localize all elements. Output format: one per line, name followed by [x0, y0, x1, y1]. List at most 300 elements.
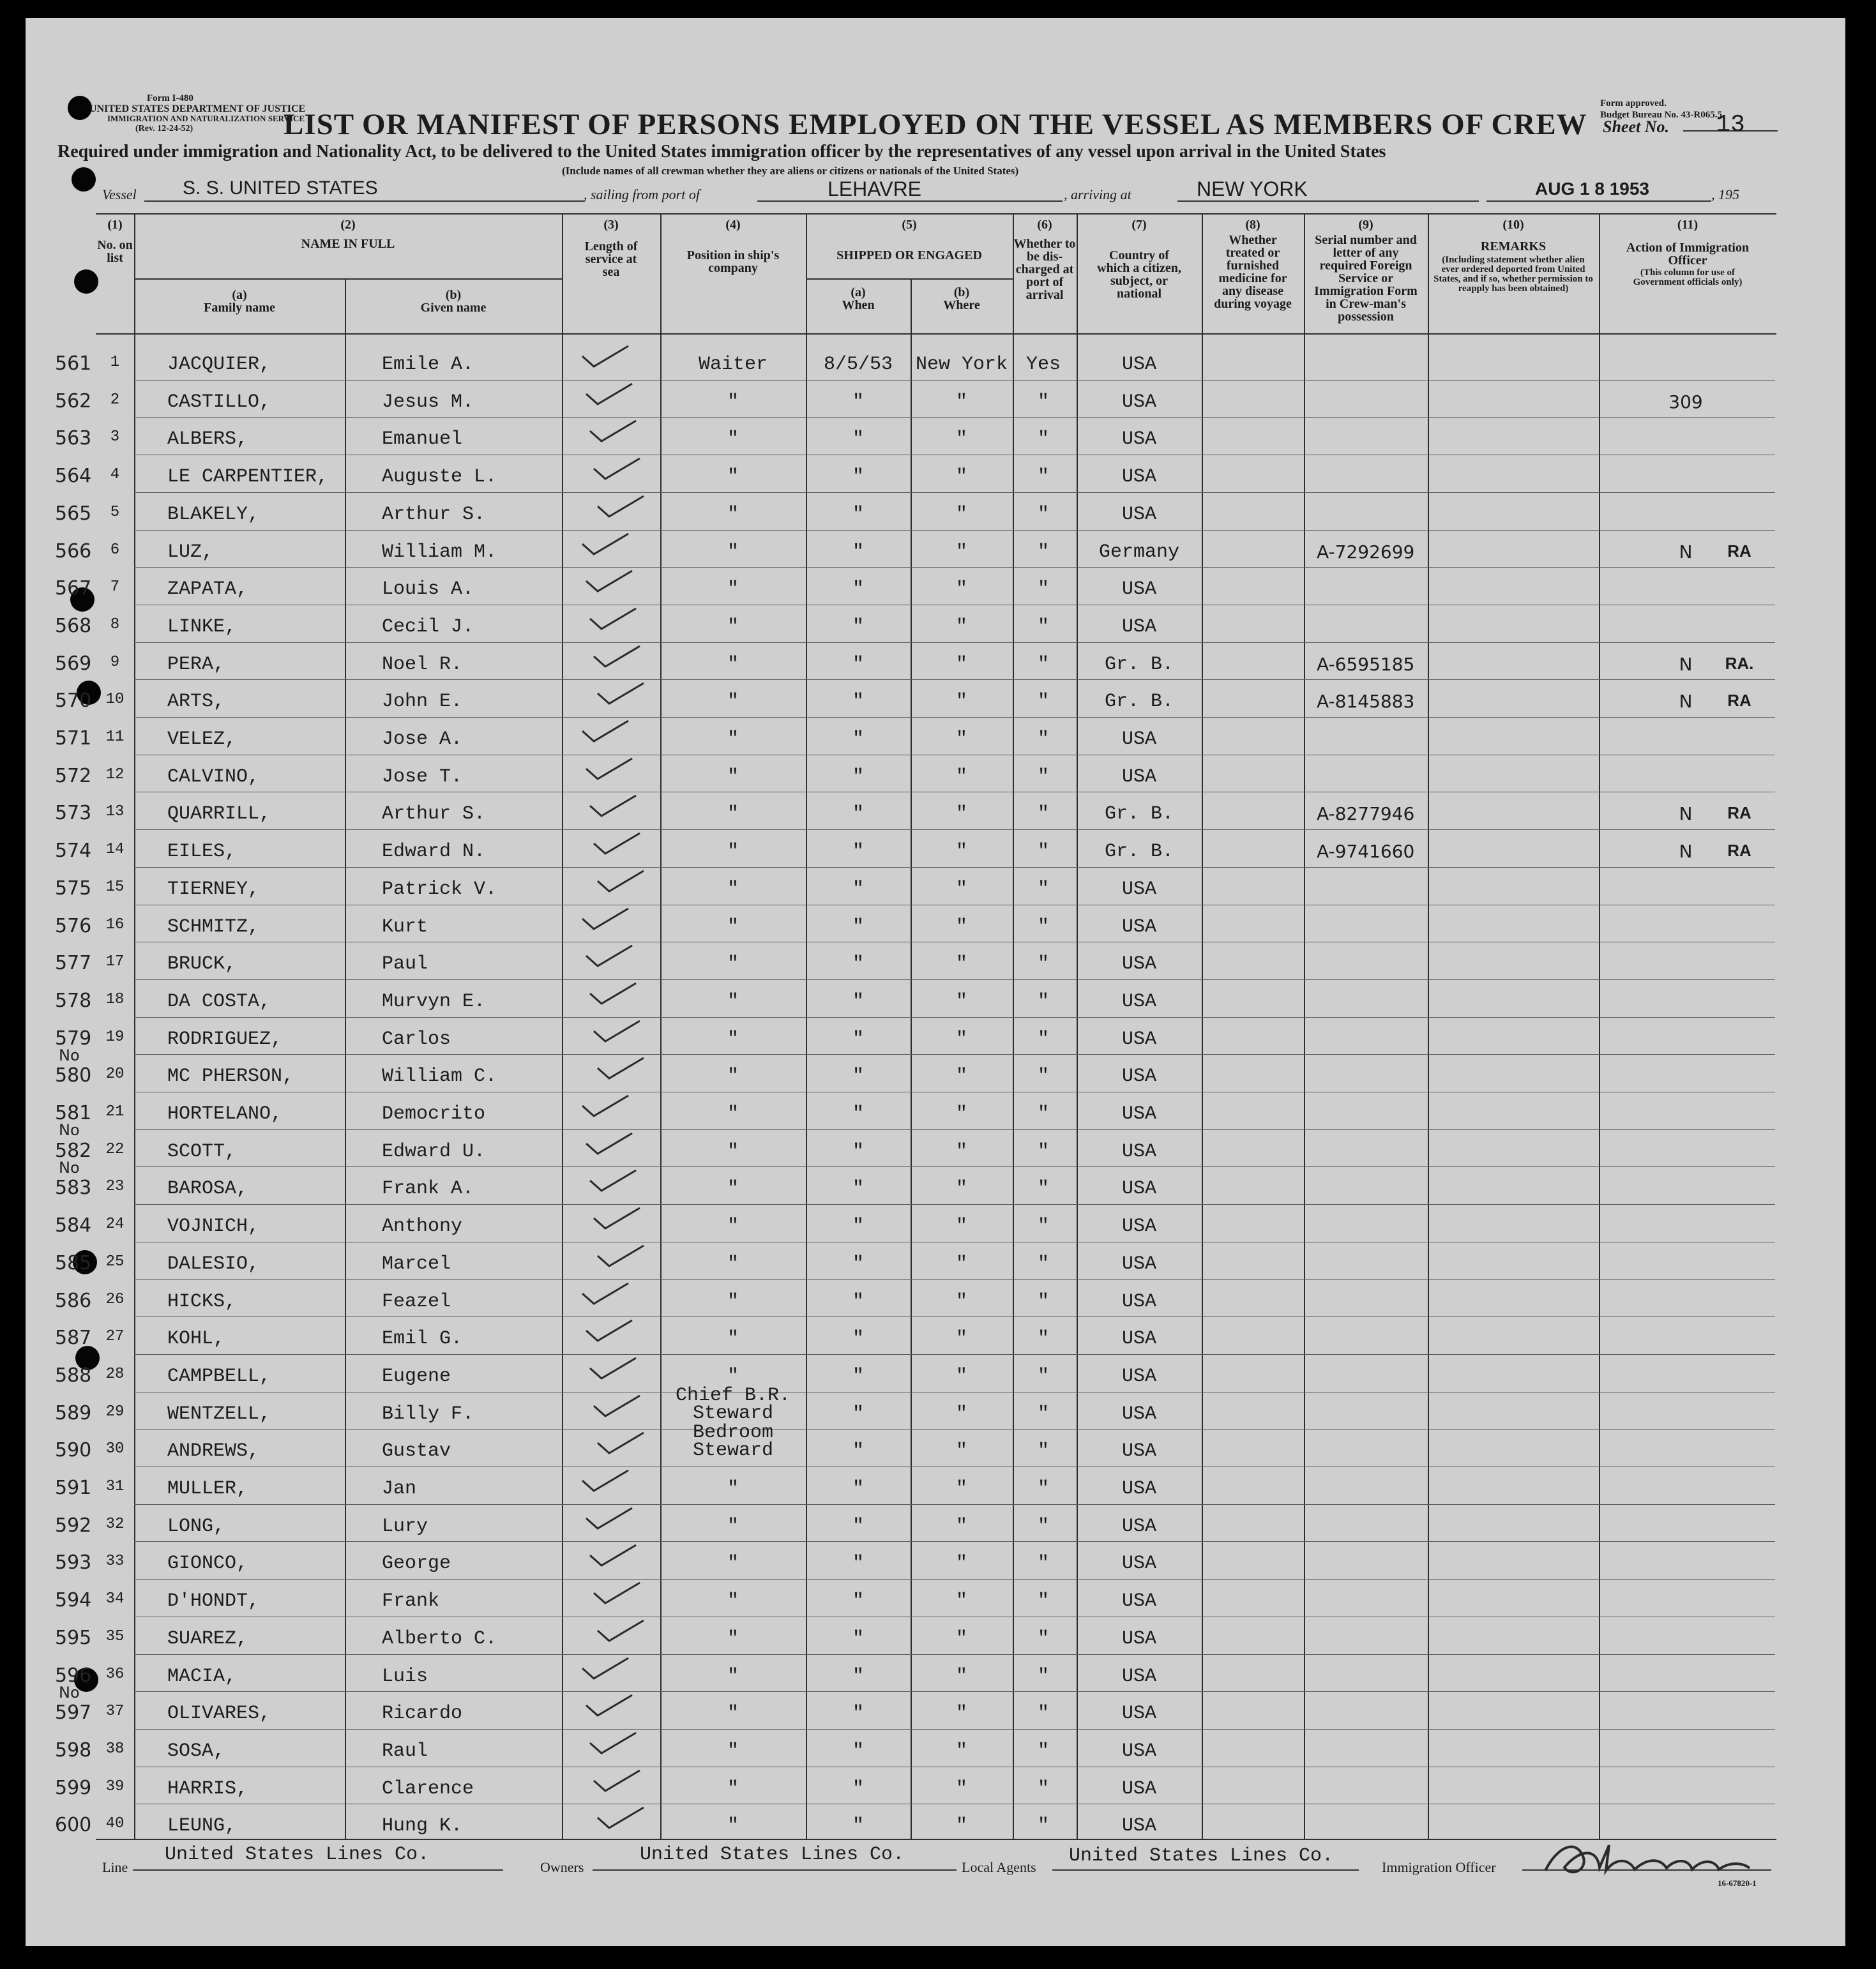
cell-where: New York — [915, 354, 1008, 375]
cell-n: 10 — [105, 691, 125, 709]
row-divider — [134, 979, 1775, 980]
cell-when: " — [852, 953, 865, 976]
cell-where: " — [955, 953, 968, 976]
row-divider — [134, 1429, 1775, 1430]
cell-dis: " — [1037, 766, 1050, 788]
cell-given: Jesus M. — [382, 391, 474, 413]
cell-given: Marcel — [382, 1253, 451, 1275]
cell-pos: " — [727, 428, 739, 451]
row-handwritten-number: 583 — [55, 1177, 92, 1200]
cell-given: Carlos — [382, 1028, 451, 1050]
cell-dis: " — [1037, 1777, 1050, 1800]
checkmark-icon — [591, 644, 642, 669]
checkmark-icon — [587, 1543, 639, 1568]
cell-where: " — [955, 391, 968, 413]
cell-family: SOSA, — [167, 1740, 225, 1762]
department: UNITED STATES DEPARTMENT OF JUSTICE — [89, 103, 306, 114]
col-divider — [562, 213, 563, 1839]
cell-family: CAMPBELL, — [167, 1365, 271, 1387]
cell-n: 22 — [105, 1140, 125, 1158]
row-handwritten-number: 570 — [55, 690, 92, 713]
cell-given: Clarence — [382, 1777, 474, 1800]
cell-when: " — [852, 466, 865, 488]
cell-country: USA — [1121, 1328, 1157, 1350]
cell-when: " — [852, 391, 865, 413]
cell-family: CASTILLO, — [167, 391, 271, 413]
cell-n: 19 — [105, 1028, 125, 1046]
cell-when: " — [852, 1216, 865, 1238]
punch-hole — [72, 167, 96, 192]
page-title: LIST OR MANIFEST OF PERSONS EMPLOYED ON THE VESSEL AS MEMBERS OF CREW — [284, 108, 1587, 141]
cell-n: 3 — [110, 428, 120, 446]
cell-pos: " — [727, 691, 739, 713]
cell-country: USA — [1121, 1478, 1157, 1500]
cell-country: USA — [1121, 428, 1157, 451]
cell-dis: " — [1037, 728, 1050, 750]
row-divider — [134, 530, 1775, 531]
cell-when: " — [852, 728, 865, 750]
row-divider — [134, 1504, 1775, 1505]
cell-given: Anthony — [382, 1216, 463, 1238]
cell-country: USA — [1121, 1515, 1157, 1537]
subheader-border — [806, 278, 1013, 280]
cell-pos: Waiter — [698, 354, 768, 375]
cell-action2: RA. — [1725, 653, 1754, 673]
cell-when: " — [852, 1665, 865, 1687]
cell-country: USA — [1121, 1703, 1157, 1725]
row-divider — [134, 1279, 1775, 1280]
cell-n: 35 — [105, 1627, 125, 1645]
cell-dis: " — [1037, 691, 1050, 713]
cell-country: USA — [1121, 1253, 1157, 1275]
cell-family: SCHMITZ, — [167, 916, 260, 938]
cell-n: 27 — [105, 1328, 125, 1346]
cell-pos: " — [727, 391, 739, 413]
cell-country: USA — [1121, 766, 1157, 788]
vessel-field — [144, 177, 585, 202]
cell-country: USA — [1121, 1665, 1157, 1687]
checkmark-icon — [587, 1168, 639, 1193]
col-2b-header: (b) Given name — [420, 288, 487, 315]
cell-where: " — [955, 1703, 968, 1725]
cell-n: 29 — [105, 1403, 125, 1421]
cell-serial: A-6595185 — [1317, 653, 1415, 675]
checkmark-icon — [587, 793, 639, 819]
row-handwritten-number: 561 — [55, 352, 92, 375]
cell-where: " — [955, 1328, 968, 1350]
footer-owners-label: Owners — [540, 1859, 584, 1875]
checkmark-icon — [584, 943, 635, 969]
row-handwritten-number: 600 — [55, 1814, 92, 1837]
checkmark-icon — [580, 531, 631, 557]
cell-pos: " — [727, 1028, 739, 1050]
col-5-header: (5) SHIPPED OR ENGAGED — [836, 218, 982, 262]
row-divider — [134, 1166, 1775, 1167]
cell-n: 39 — [105, 1777, 125, 1795]
cell-n: 26 — [105, 1290, 125, 1308]
row-divider — [134, 380, 1775, 381]
cell-when: " — [852, 1515, 865, 1537]
checkmark-icon — [580, 1281, 631, 1306]
row-handwritten-number: 573 — [55, 802, 92, 825]
cell-n: 30 — [105, 1440, 125, 1458]
checkmark-icon — [591, 831, 642, 856]
cell-when: " — [852, 1740, 865, 1762]
row-handwritten-number: 584 — [55, 1214, 92, 1237]
table-header-border — [96, 333, 1776, 335]
row-handwritten-number: 581 — [55, 1102, 92, 1124]
checkmark-icon — [580, 343, 631, 369]
cell-where: " — [955, 1365, 968, 1387]
col-divider — [345, 280, 346, 1839]
cell-given: Democrito — [382, 1103, 486, 1125]
arrival-date: AUG 1 8 1953 — [1535, 179, 1649, 199]
cell-dis: " — [1037, 391, 1050, 413]
cell-n: 25 — [105, 1253, 125, 1271]
checkmark-icon — [587, 418, 639, 444]
cell-country: USA — [1121, 1365, 1157, 1387]
cell-family: HORTELANO, — [167, 1103, 283, 1125]
checkmark-icon — [580, 1093, 631, 1119]
checkmark-icon — [587, 981, 639, 1006]
checkmark-icon — [584, 1318, 635, 1343]
checkmark-icon — [587, 1355, 639, 1381]
row-handwritten-number: 598 — [55, 1739, 92, 1762]
cell-country: USA — [1121, 728, 1157, 750]
footer-officer-label: Immigration Officer — [1382, 1859, 1496, 1875]
checkmark-icon — [584, 1693, 635, 1718]
cell-country: USA — [1121, 1066, 1157, 1088]
cell-where: " — [955, 1140, 968, 1163]
row-handwritten-number: 597 — [55, 1701, 92, 1724]
checkmark-icon — [591, 1580, 642, 1606]
row-divider — [134, 417, 1775, 418]
cell-given: Alberto C. — [382, 1627, 497, 1650]
cell-n: 28 — [105, 1365, 125, 1383]
cell-where: " — [955, 916, 968, 938]
row-divider — [134, 1654, 1775, 1655]
checkmark-icon — [584, 568, 635, 594]
row-handwritten-number: 590 — [55, 1439, 92, 1462]
row-handwritten-number: 586 — [55, 1289, 92, 1312]
cell-pos: " — [727, 1590, 739, 1613]
cell-pos: " — [727, 1777, 739, 1800]
cell-family: SUAREZ, — [167, 1627, 248, 1650]
row-divider — [134, 1541, 1775, 1542]
cell-where: " — [955, 691, 968, 713]
cell-where: " — [955, 766, 968, 788]
row-divider — [134, 567, 1775, 568]
cell-given: Hung K. — [382, 1815, 463, 1837]
row-handwritten-number: 593 — [55, 1551, 92, 1574]
budget-bureau: Budget Bureau No. 43-R065.5. — [1600, 110, 1725, 120]
cell-dis: " — [1037, 1440, 1050, 1463]
cell-family: VELEZ, — [167, 728, 237, 750]
cell-n: 5 — [110, 503, 120, 521]
cell-n: 21 — [105, 1103, 125, 1120]
checkmark-icon — [595, 1243, 646, 1269]
cell-given: Louis A. — [382, 578, 474, 601]
cell-country: USA — [1121, 953, 1157, 976]
cell-pos: " — [727, 466, 739, 488]
cell-action: N — [1679, 541, 1693, 562]
cell-n: 11 — [105, 728, 125, 746]
cell-when: " — [852, 1627, 865, 1650]
row-handwritten-number: 599 — [55, 1776, 92, 1799]
cell-given: Emile A. — [382, 354, 474, 375]
cell-country: Gr. B. — [1104, 653, 1174, 675]
col-11-header: (11) Action of Immigration Officer (This column for use of Government officials only) — [1626, 218, 1750, 287]
cell-action: N — [1679, 841, 1693, 863]
footer-agents-value: United States Lines Co. — [1069, 1845, 1334, 1867]
checkmark-icon — [595, 1055, 646, 1081]
cell-when: " — [852, 1553, 865, 1575]
row-handwritten-number: 578 — [55, 989, 92, 1012]
cell-dis: " — [1037, 1140, 1050, 1163]
cell-dis: " — [1037, 1703, 1050, 1725]
cell-where: " — [955, 878, 968, 900]
cell-given: Frank — [382, 1590, 440, 1613]
checkmark-icon — [587, 1730, 639, 1756]
cell-pos: " — [727, 1290, 739, 1313]
cell-when: " — [852, 1140, 865, 1163]
form-revision: (Rev. 12-24-52) — [135, 124, 193, 133]
cell-where: " — [955, 1253, 968, 1275]
cell-country: USA — [1121, 1178, 1157, 1200]
row-handwritten-number: 591 — [55, 1477, 92, 1499]
service-name: IMMIGRATION AND NATURALIZATION SERVICE — [107, 114, 305, 123]
cell-when: " — [852, 841, 865, 863]
cell-family: D'HONDT, — [167, 1590, 260, 1613]
row-divider — [134, 1054, 1775, 1055]
crew-note: (Include names of all crewman whether they are aliens or citizens or nationals of the United States) — [562, 165, 1019, 177]
cell-family: GIONCO, — [167, 1553, 248, 1575]
row-handwritten-number: 592 — [55, 1514, 92, 1537]
print-code: 16-67820-1 — [1718, 1878, 1757, 1888]
cell-family: CALVINO, — [167, 766, 260, 788]
cell-n: 24 — [105, 1216, 125, 1233]
cell-dis: " — [1037, 1028, 1050, 1050]
cell-dis: " — [1037, 1815, 1050, 1837]
cell-pos: " — [727, 766, 739, 788]
cell-where: " — [955, 1740, 968, 1762]
cell-where: " — [955, 1403, 968, 1425]
cell-family: LEUNG, — [167, 1815, 237, 1837]
cell-country: USA — [1121, 916, 1157, 938]
cell-when: " — [852, 1178, 865, 1200]
cell-given: Emanuel — [382, 428, 463, 451]
cell-where: " — [955, 1028, 968, 1050]
arriving-label: , arriving at — [1064, 186, 1131, 202]
cell-when: " — [852, 1028, 865, 1050]
checkmark-icon — [595, 1618, 646, 1643]
cell-family: VOJNICH, — [167, 1216, 260, 1238]
col-divider — [1013, 213, 1014, 1839]
footer-agents-field — [1052, 1844, 1359, 1871]
row-divider — [134, 1579, 1775, 1580]
cell-pos: " — [727, 953, 739, 976]
cell-when: " — [852, 1328, 865, 1350]
checkmark-icon — [584, 1505, 635, 1531]
cell-where: " — [955, 503, 968, 525]
cell-n: 40 — [105, 1815, 125, 1833]
cell-family: KOHL, — [167, 1328, 225, 1350]
cell-action: N — [1679, 691, 1693, 713]
footer-owners-field — [593, 1844, 957, 1871]
checkmark-icon — [591, 1018, 642, 1044]
cell-family: JACQUIER, — [167, 354, 271, 375]
cell-country: USA — [1121, 1290, 1157, 1313]
checkmark-icon — [595, 494, 646, 519]
footer-line-field — [133, 1844, 503, 1871]
row-divider — [134, 1017, 1775, 1018]
cell-n: 6 — [110, 541, 120, 559]
cell-n: 32 — [105, 1515, 125, 1533]
footer-line-label: Line — [102, 1859, 128, 1875]
cell-n: 31 — [105, 1478, 125, 1495]
sheet-number-value: 13 — [1716, 111, 1745, 139]
cell-where: " — [955, 1627, 968, 1650]
cell-n: 8 — [110, 615, 120, 633]
cell-country: USA — [1121, 1028, 1157, 1050]
cell-country: Gr. B. — [1104, 841, 1174, 863]
cell-family: LINKE, — [167, 615, 237, 638]
cell-given: Frank A. — [382, 1178, 474, 1200]
cell-where: " — [955, 990, 968, 1013]
col-1-header: (1) No. on list — [97, 218, 133, 265]
col-divider — [911, 280, 912, 1839]
col-divider — [1599, 213, 1600, 1839]
cell-when: " — [852, 916, 865, 938]
cell-given: Edward U. — [382, 1140, 486, 1163]
arriving-field — [1177, 177, 1479, 202]
cell-serial: A-8277946 — [1317, 803, 1415, 825]
checkmark-icon — [591, 1393, 642, 1419]
cell-given: Arthur S. — [382, 803, 486, 826]
cell-where: " — [955, 803, 968, 826]
cell-given: William C. — [382, 1066, 497, 1088]
cell-dis: " — [1037, 1103, 1050, 1125]
cell-pos: Chief B.R. Steward — [675, 1384, 791, 1424]
cell-country: USA — [1121, 1740, 1157, 1762]
cell-dis: " — [1037, 1178, 1050, 1200]
cell-dis: Yes — [1025, 354, 1061, 375]
cell-pos: " — [727, 1478, 739, 1500]
date-field — [1486, 177, 1711, 202]
cell-when: " — [852, 1403, 865, 1425]
cell-dis: " — [1037, 541, 1050, 563]
checkmark-icon — [584, 381, 635, 407]
cell-family: PERA, — [167, 653, 225, 675]
cell-pos: " — [727, 878, 739, 900]
cell-serial: A-8145883 — [1317, 691, 1415, 713]
cell-where: " — [955, 1216, 968, 1238]
checkmark-icon — [580, 718, 631, 744]
cell-dis: " — [1037, 1403, 1050, 1425]
row-handwritten-number: 565 — [55, 502, 92, 525]
row-handwritten-number: 575 — [55, 877, 92, 900]
cell-given: William M. — [382, 541, 497, 563]
cell-pos: Bedroom Steward — [692, 1422, 774, 1462]
cell-family: RODRIGUEZ, — [167, 1028, 283, 1050]
cell-given: Jan — [382, 1478, 417, 1500]
cell-when: " — [852, 653, 865, 675]
checkmark-icon — [591, 1768, 642, 1793]
cell-action2: RA — [1727, 803, 1751, 823]
cell-action: N — [1679, 803, 1693, 825]
sailing-port: LEHAVRE — [828, 177, 922, 200]
cell-n: 38 — [105, 1740, 125, 1758]
cell-country: USA — [1121, 578, 1157, 601]
cell-where: " — [955, 1066, 968, 1088]
col-2-header: (2) NAME IN FULL — [301, 218, 395, 251]
cell-when: " — [852, 428, 865, 451]
col-10-header: (10) REMARKS (Including statement whether alien ever ordered deported from United States, and if so, whether permission to reapply has been obtained) — [1433, 218, 1593, 294]
table-top-border — [96, 213, 1776, 215]
col-7-header: (7) Country of which a citizen, subject, or national — [1097, 218, 1181, 301]
cell-country: Gr. B. — [1104, 691, 1174, 713]
row-divider — [134, 1129, 1775, 1130]
cell-when: 8/5/53 — [823, 354, 893, 375]
cell-pos: " — [727, 1515, 739, 1537]
checkmark-icon — [595, 1430, 646, 1456]
cell-family: DA COSTA, — [167, 990, 271, 1013]
cell-where: " — [955, 615, 968, 638]
cell-family: MULLER, — [167, 1478, 248, 1500]
cell-when: " — [852, 1253, 865, 1275]
row-handwritten-number: 579 — [55, 1027, 92, 1050]
cell-n: 7 — [110, 578, 120, 596]
margin-note: No — [59, 1121, 80, 1139]
cell-family: EILES, — [167, 841, 237, 863]
cell-dis: " — [1037, 878, 1050, 900]
cell-n: 4 — [110, 466, 120, 484]
cell-n: 9 — [110, 653, 120, 671]
cell-when: " — [852, 1290, 865, 1313]
cell-n: 37 — [105, 1703, 125, 1721]
checkmark-icon — [580, 906, 631, 932]
row-handwritten-number: 571 — [55, 727, 92, 750]
cell-when: " — [852, 803, 865, 826]
cell-country: USA — [1121, 503, 1157, 525]
cell-dis: " — [1037, 1365, 1050, 1387]
cell-n: 20 — [105, 1066, 125, 1083]
cell-where: " — [955, 428, 968, 451]
cell-dis: " — [1037, 803, 1050, 826]
cell-family: HICKS, — [167, 1290, 237, 1313]
cell-country: USA — [1121, 1440, 1157, 1463]
cell-given: Cecil J. — [382, 615, 474, 638]
cell-action2: RA — [1727, 541, 1751, 561]
cell-given: George — [382, 1553, 451, 1575]
cell-dis: " — [1037, 428, 1050, 451]
cell-given: Lury — [382, 1515, 428, 1537]
cell-when: " — [852, 578, 865, 601]
row-handwritten-number: 566 — [55, 539, 92, 562]
col-divider — [660, 213, 662, 1839]
row-handwritten-number: 562 — [55, 389, 92, 412]
cell-given: Feazel — [382, 1290, 451, 1313]
col-divider — [134, 213, 135, 1839]
cell-pos: " — [727, 1103, 739, 1125]
cell-when: " — [852, 541, 865, 563]
cell-family: SCOTT, — [167, 1140, 237, 1163]
cell-family: OLIVARES, — [167, 1703, 271, 1725]
cell-given: Gustav — [382, 1440, 451, 1463]
cell-n: 12 — [105, 766, 125, 783]
cell-pos: " — [727, 1328, 739, 1350]
cell-when: " — [852, 503, 865, 525]
